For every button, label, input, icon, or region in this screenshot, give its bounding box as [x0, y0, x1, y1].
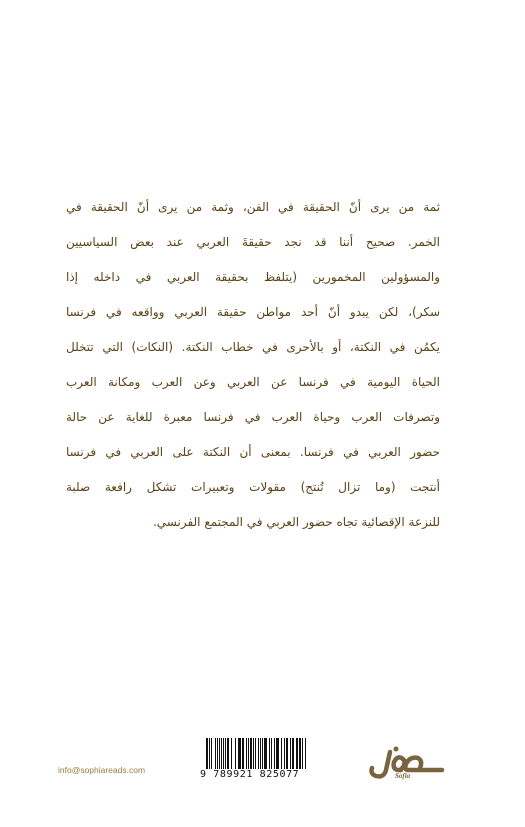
barcode-bar [225, 738, 226, 769]
barcode-bar [269, 738, 270, 769]
publisher-subtitle: Sofia [395, 772, 411, 780]
barcode-bar [235, 738, 236, 769]
blurb-line: ثمة من يرى أنّ الحقيقة في الفن، وثمة من يرى أنّ الحقيقة في [66, 200, 440, 214]
blurb-line: الحياة اليومية في فرنسا عن العربي وعن العرب ومكانة العرب [66, 375, 440, 389]
barcode-bar [284, 738, 285, 769]
barcode-bar [260, 738, 261, 769]
barcode-bar [250, 738, 252, 769]
barcode-bar [290, 738, 291, 769]
blurb-line: الخمر. صحيح أننا قد نجد حقيقةَ العربي عند بعض السياسيين [66, 235, 440, 249]
barcode-bar [286, 738, 288, 769]
barcode-bar [221, 738, 222, 769]
barcode-bar [264, 738, 267, 769]
barcode-bar [219, 738, 220, 769]
barcode-bar [215, 738, 216, 769]
blurb-line: سكر)، لكن يبدو أنّ أحد مواطن حقيقة العربي وواقعه في فرنسا [66, 305, 440, 319]
publisher-email[interactable]: info@sophiareads.com [58, 765, 146, 775]
barcode-bar [223, 738, 224, 769]
blurb-line: حضور العربي في فرنسا. بمعنى أن النكتة على العربي في فرنسا [66, 445, 440, 459]
barcode-bar [231, 738, 232, 769]
barcode-bar [292, 738, 294, 769]
barcode-bar [258, 738, 259, 769]
blurb-line: والمسؤولين المخمورين (يتلفظ بحقيقة العربي في داخله إذا [66, 270, 440, 284]
barcode-bar [262, 738, 263, 769]
barcode-bar [211, 738, 212, 769]
isbn-digits: 9 789921 825077 [200, 769, 312, 781]
blurb-line: وتصرفات العرب وحياة العرب في فرنسا معبرة للغاية عن حالة [66, 410, 440, 424]
barcode-bar [253, 738, 254, 769]
blurb-line: للنزعة الإقصائية تجاه حضور العربي في المجتمع الفرنسي. [152, 515, 440, 529]
barcode-bar [299, 738, 301, 769]
barcode-bar [238, 738, 241, 769]
barcode-bar [246, 738, 247, 769]
blurb-text [66, 190, 440, 540]
barcode-bar [255, 738, 256, 769]
blurb-line: يكمُن في النكتة، أو بالأحرى في خطاب النكتة. (النكات) التي تتخلل [66, 340, 440, 354]
barcode-bar [296, 738, 298, 769]
barcode-bar [227, 738, 229, 769]
barcode-bar [281, 738, 282, 769]
barcode-bar [276, 738, 279, 769]
barcode-bar [217, 738, 218, 769]
barcode-bar [242, 738, 244, 769]
barcode-bar [248, 738, 249, 769]
blurb-line: أنتجت (وما تزال تُنتج) مقولات وتعبيرات تشكل رافعة صلبة [66, 480, 440, 494]
barcode-bar [302, 738, 303, 769]
